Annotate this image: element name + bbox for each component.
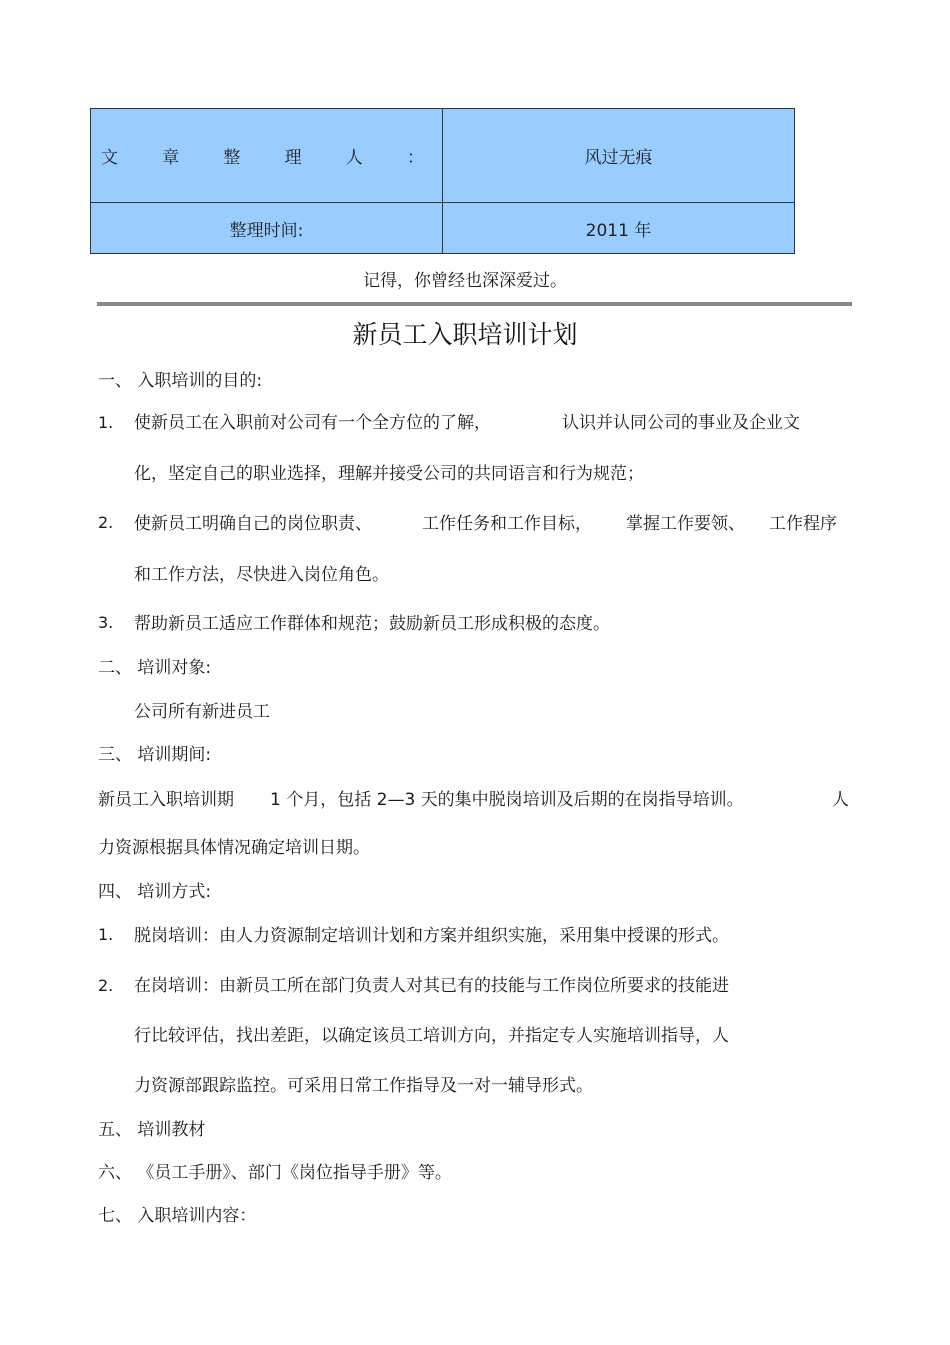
list-item-text: 化，坚定自己的职业选择，理解并接受公司的共同语言和行为规范；: [134, 464, 644, 484]
section-heading: 一、 入职培训的目的:: [98, 371, 263, 391]
list-number: 2.: [98, 976, 114, 995]
list-item-text: 工作任务和工作目标，: [422, 514, 592, 534]
date-value: 2011 年: [443, 203, 795, 254]
list-number: 1.: [98, 925, 114, 944]
list-item-text: 和工作方法，尽快进入岗位角色。: [134, 565, 389, 585]
paragraph: 力资源根据具体情况确定培训日期。: [98, 838, 370, 858]
tagline: 记得，你曾经也深深爱过。: [363, 271, 567, 291]
page-title: 新员工入职培训计划: [352, 320, 578, 349]
section-heading: 五、 培训教材: [98, 1120, 206, 1140]
list-item-text: 在岗培训：由新员工所在部门负责人对其已有的技能与工作岗位所要求的技能进: [134, 976, 729, 996]
list-number: 1.: [98, 413, 114, 432]
divider: [97, 302, 852, 306]
section-heading: 七、 入职培训内容：: [98, 1206, 257, 1226]
list-item-text: 帮助新员工适应工作群体和规范；鼓励新员工形成积极的态度。: [134, 614, 610, 634]
section-heading: 三、 培训期间:: [98, 745, 212, 765]
section-heading: 二、 培训对象:: [98, 658, 212, 678]
section-heading: 六、 《员工手册》、部门《岗位指导手册》等。: [98, 1163, 452, 1183]
compiler-label-char: 整: [223, 148, 241, 168]
list-number: 2.: [98, 513, 114, 532]
compiler-label-cell: [91, 109, 443, 203]
compiler-label-char: 理: [284, 148, 302, 168]
header-table: [90, 108, 795, 254]
paragraph: 新员工入职培训期: [98, 790, 234, 810]
paragraph: 1 个月，包括 2—3 天的集中脱岗培训及后期的在岗指导培训。: [270, 790, 744, 810]
compiler-label-char: 章: [162, 148, 180, 168]
compiler-value: 风过无痕: [443, 109, 795, 203]
date-label: 整理时间:: [91, 203, 443, 254]
list-item-text: 掌握工作要领、: [626, 514, 745, 534]
section-heading: 四、 培训方式:: [98, 882, 212, 902]
list-item-text: 脱岗培训：由人力资源制定培训计划和方案并组织实施，采用集中授课的形式。: [134, 926, 729, 946]
list-number: 3.: [98, 613, 114, 632]
compiler-label-char: 人: [345, 148, 363, 168]
paragraph: 人: [832, 790, 849, 810]
list-item-text: 力资源部跟踪监控。可采用日常工作指导及一对一辅导形式。: [134, 1076, 593, 1096]
list-item-text: 认识并认同公司的事业及企业文: [562, 413, 800, 433]
list-item-text: 使新员工明确自己的岗位职责、: [134, 514, 372, 534]
list-item-text: 工作程序: [769, 514, 837, 534]
list-item-text: 行比较评估，找出差距，以确定该员工培训方向，并指定专人实施培训指导，人: [134, 1026, 729, 1046]
paragraph: 公司所有新进员工: [134, 702, 270, 722]
list-item-text: 使新员工在入职前对公司有一个全方位的了解，: [134, 413, 491, 433]
compiler-label-char: 文: [101, 148, 118, 168]
compiler-label: [91, 143, 442, 168]
compiler-label-char: ：: [406, 148, 424, 168]
